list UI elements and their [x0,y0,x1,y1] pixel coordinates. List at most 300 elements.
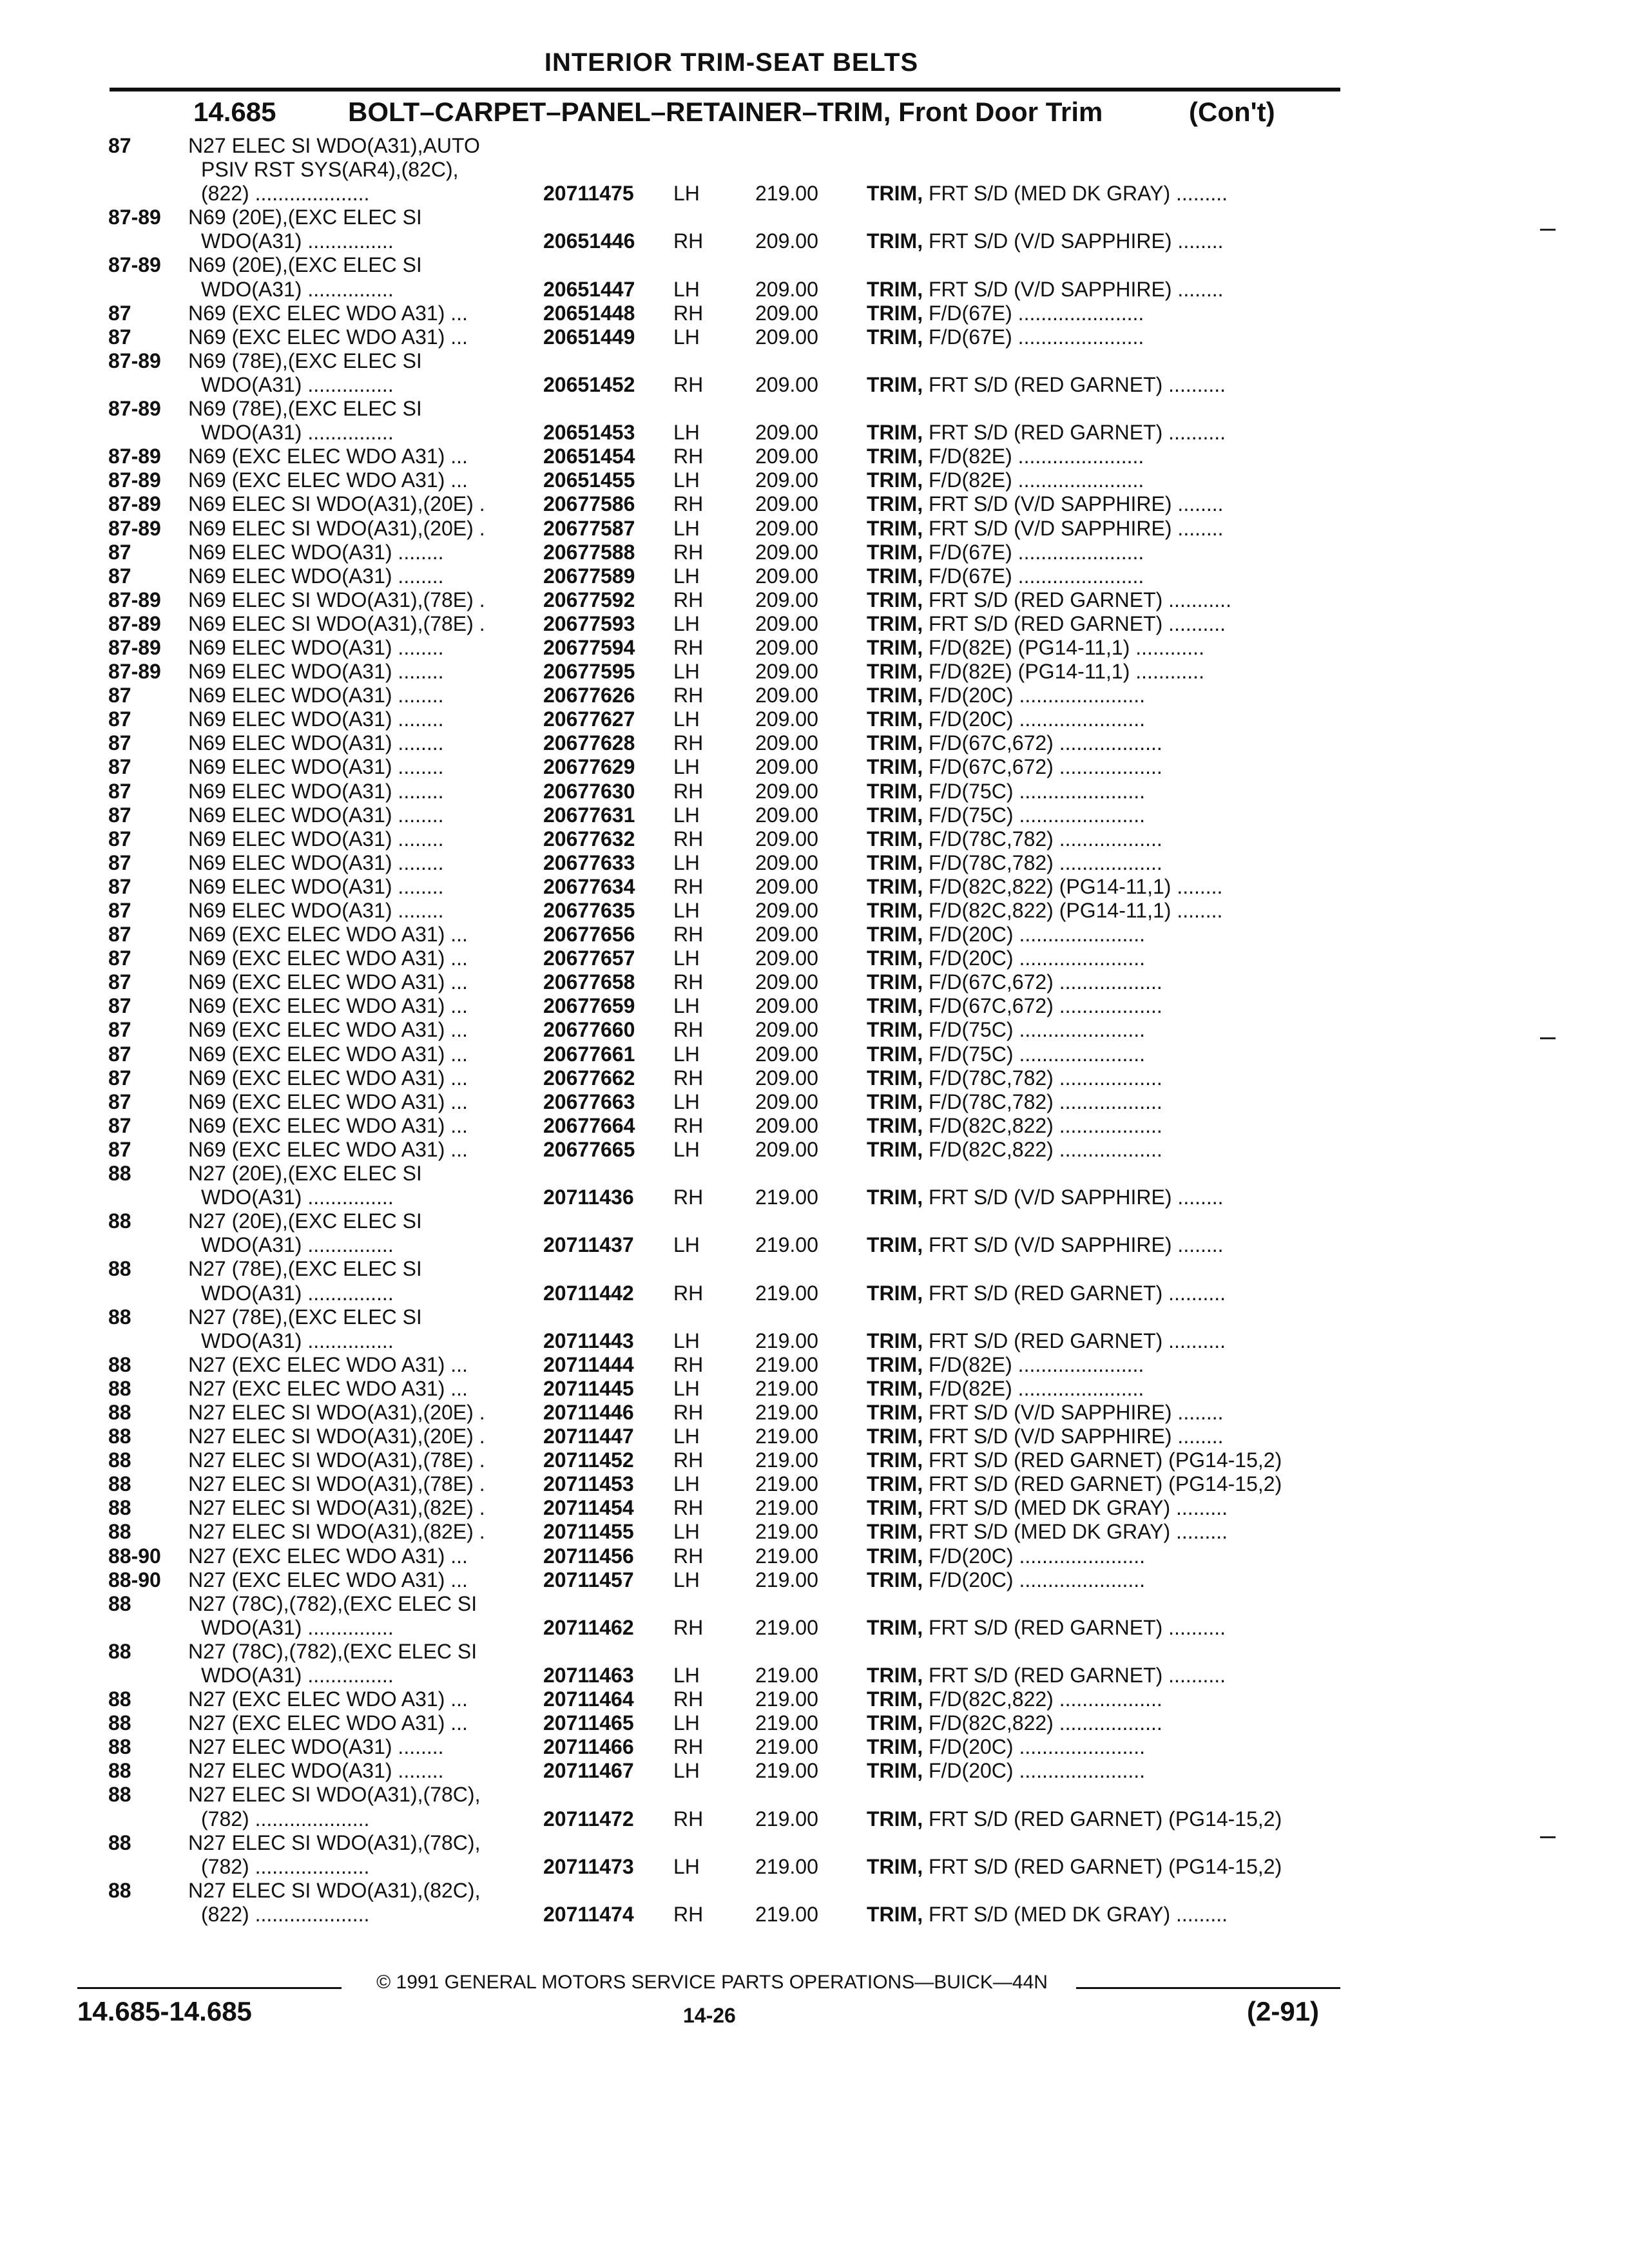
ref-number: 87 [108,947,131,970]
part-number: 20651454 [543,445,635,468]
footer-copyright: © 1991 GENERAL MOTORS SERVICE PARTS OPERATIONS—BUICK—44N [376,1972,1048,1993]
list-item [0,1448,1629,1472]
usage-description: N27 (78C),(782),(EXC ELEC SI [188,1639,477,1663]
usage-description: N27 (20E),(EXC ELEC SI [188,1209,422,1233]
part-name: TRIM, F/D(20C) ...................... [867,1735,1146,1759]
usage-description: N69 (EXC ELEC WDO A31) ... [188,1042,468,1066]
part-name: TRIM, FRT S/D (RED GARNET) .......... [867,1329,1226,1352]
list-item [0,1544,1629,1568]
list-item [0,1831,1629,1855]
list-item [0,1711,1629,1735]
part-number: 20711466 [543,1735,634,1759]
usage-description: WDO(A31) ............... [201,372,394,396]
usage-description: N27 ELEC SI WDO(A31),(20E) . [188,1425,485,1448]
price: 209.00 [755,923,818,947]
side-code: LH [673,1233,700,1257]
side-code: LH [673,611,700,635]
list-item [0,684,1629,707]
part-name: TRIM, F/D(82C,822) (PG14-11,1) ........ [867,874,1223,898]
price: 209.00 [755,564,818,588]
price: 219.00 [755,1233,818,1257]
header-rule [110,88,1340,91]
part-number: 20677659 [543,994,635,1018]
part-name: TRIM, F/D(82C,822) (PG14-11,1) ........ [867,899,1223,922]
price: 209.00 [755,660,818,684]
usage-description: WDO(A31) ............... [201,1615,394,1639]
side-code: LH [673,707,700,731]
side-code: LH [673,1329,700,1352]
side-code: RH [673,540,704,564]
list-item [0,1807,1629,1831]
part-number: 20677628 [543,731,635,755]
price: 209.00 [755,970,818,994]
part-number: 20677593 [543,611,635,635]
list-item [0,373,1629,397]
price: 219.00 [755,1664,818,1687]
part-name: TRIM, FRT S/D (V/D SAPPHIRE) ........ [867,1425,1224,1448]
ref-number: 87-89 [108,492,161,516]
side-code: LH [673,1520,700,1544]
usage-description: (782) .................... [201,1807,370,1831]
usage-description: N69 ELEC SI WDO(A31),(78E) . [188,588,485,611]
side-code: LH [673,755,700,779]
list-item [0,1186,1629,1209]
usage-description: N69 ELEC WDO(A31) ........ [188,827,444,850]
margin-mark [1540,229,1556,231]
part-number: 20651452 [543,372,635,396]
ref-number: 87-89 [108,397,161,421]
part-name: TRIM, F/D(82E) ...................... [867,1352,1144,1376]
part-number: 20711443 [543,1329,634,1352]
side-code: RH [673,372,704,396]
part-name: TRIM, F/D(67E) ...................... [867,540,1144,564]
part-name: TRIM, F/D(78C,782) .................. [867,850,1162,874]
usage-description: N69 ELEC SI WDO(A31),(20E) . [188,516,485,540]
price: 209.00 [755,516,818,540]
usage-description: N27 (78E),(EXC ELEC SI [188,1257,422,1281]
part-number: 20677660 [543,1018,635,1042]
ref-number: 87 [108,1137,131,1161]
part-number: 20711455 [543,1520,634,1544]
part-name: TRIM, FRT S/D (RED GARNET) .......... [867,1615,1226,1639]
part-name: TRIM, FRT S/D (RED GARNET) (PG14-15,2) [867,1472,1282,1496]
usage-description: N69 (EXC ELEC WDO A31) ... [188,1137,468,1161]
side-code: RH [673,1113,704,1137]
ref-number: 88 [108,1400,131,1424]
part-name: TRIM, FRT S/D (RED GARNET) .......... [867,372,1226,396]
usage-description: N27 (EXC ELEC WDO A31) ... [188,1352,468,1376]
usage-description: N69 (78E),(EXC ELEC SI [188,397,422,421]
price: 209.00 [755,229,818,253]
price: 219.00 [755,1615,818,1639]
ref-number: 88 [108,1352,131,1376]
side-code: RH [673,1735,704,1759]
side-code: LH [673,1090,700,1113]
usage-description: WDO(A31) ............... [201,1329,394,1352]
part-number: 20711447 [543,1425,634,1448]
part-number: 20651455 [543,468,635,492]
price: 219.00 [755,1759,818,1783]
list-item [0,1735,1629,1759]
usage-description: N69 ELEC WDO(A31) ........ [188,779,444,803]
list-item [0,517,1629,541]
list-item [0,1377,1629,1401]
list-item [0,780,1629,803]
usage-description: PSIV RST SYS(AR4),(82C), [201,158,459,182]
usage-description: WDO(A31) ............... [201,1664,394,1687]
list-item [0,1353,1629,1377]
part-number: 20711452 [543,1448,634,1472]
side-code: RH [673,229,704,253]
part-name: TRIM, F/D(20C) ...................... [867,707,1146,731]
list-item [0,421,1629,445]
ref-number: 87-89 [108,253,161,277]
part-name: TRIM, F/D(20C) ...................... [867,1759,1146,1783]
list-item [0,1640,1629,1664]
usage-description: N69 ELEC SI WDO(A31),(78E) . [188,611,485,635]
usage-description: N69 ELEC WDO(A31) ........ [188,803,444,827]
list-item [0,206,1629,229]
list-item [0,1472,1629,1496]
list-item [0,253,1629,277]
usage-description: N27 ELEC SI WDO(A31),(20E) . [188,1400,485,1424]
ref-number: 88 [108,1831,131,1854]
list-item [0,1043,1629,1066]
side-code: LH [673,516,700,540]
part-name: TRIM, F/D(67C,672) .................. [867,994,1162,1018]
side-code: RH [673,1544,704,1568]
list-item [0,134,1629,158]
list-item [0,182,1629,206]
part-name: TRIM, F/D(75C) ...................... [867,1018,1146,1042]
side-code: LH [673,899,700,922]
part-number: 20677658 [543,970,635,994]
side-code: LH [673,947,700,970]
ref-number: 87 [108,1066,131,1090]
footer-date: (2-91) [1247,1996,1320,2026]
price: 219.00 [755,1520,818,1544]
side-code: LH [673,182,700,206]
list-item [0,1233,1629,1257]
price: 209.00 [755,1113,818,1137]
ref-number: 87 [108,827,131,850]
margin-mark [1540,1836,1556,1838]
part-number: 20677586 [543,492,635,516]
ref-number: 88 [108,1687,131,1711]
part-number: 20677634 [543,874,635,898]
usage-description: N27 (EXC ELEC WDO A31) ... [188,1687,468,1711]
part-number: 20711474 [543,1902,634,1926]
part-name: TRIM, FRT S/D (MED DK GRAY) ......... [867,1520,1228,1544]
list-item [0,1903,1629,1927]
part-name: TRIM, F/D(67C,672) .................. [867,731,1162,755]
side-code: LH [673,421,700,445]
ref-number: 87 [108,325,131,349]
usage-description: N27 (EXC ELEC WDO A31) ... [188,1711,468,1735]
price: 209.00 [755,684,818,707]
list-item [0,899,1629,923]
list-item [0,397,1629,421]
usage-description: N27 ELEC SI WDO(A31),(82C), [188,1878,481,1902]
ref-number: 87-89 [108,660,161,684]
part-name: TRIM, FRT S/D (RED GARNET) .......... [867,1281,1226,1305]
part-name: TRIM, F/D(20C) ...................... [867,684,1146,707]
list-item [0,564,1629,588]
side-code: LH [673,1376,700,1400]
list-item [0,1568,1629,1592]
price: 219.00 [755,1544,818,1568]
price: 219.00 [755,1352,818,1376]
usage-description: N27 (EXC ELEC WDO A31) ... [188,1544,468,1568]
list-item [0,445,1629,468]
part-number: 20711462 [543,1615,634,1639]
usage-description: N69 (EXC ELEC WDO A31) ... [188,947,468,970]
part-number: 20651453 [543,421,635,445]
usage-description: (822) .................... [201,182,370,206]
part-name: TRIM, F/D(20C) ...................... [867,1568,1146,1591]
usage-description: N69 ELEC WDO(A31) ........ [188,874,444,898]
part-number: 20677630 [543,779,635,803]
part-name: TRIM, FRT S/D (V/D SAPPHIRE) ........ [867,1400,1224,1424]
part-number: 20711436 [543,1186,634,1209]
price: 209.00 [755,899,818,922]
usage-description: N69 (EXC ELEC WDO A31) ... [188,1113,468,1137]
list-item [0,1209,1629,1233]
ref-number: 88 [108,1448,131,1472]
continued-label: (Con't) [1189,97,1275,127]
part-name: TRIM, FRT S/D (RED GARNET) .......... [867,1664,1226,1687]
part-number: 20677627 [543,707,635,731]
ref-number: 87 [108,779,131,803]
part-name: TRIM, F/D(82C,822) .................. [867,1113,1162,1137]
side-code: RH [673,492,704,516]
usage-description: N27 ELEC SI WDO(A31),(78C), [188,1831,481,1854]
ref-number: 87 [108,755,131,779]
part-number: 20677629 [543,755,635,779]
price: 209.00 [755,468,818,492]
part-name: TRIM, F/D(67C,672) .................. [867,970,1162,994]
price: 209.00 [755,301,818,325]
usage-description: N69 (78E),(EXC ELEC SI [188,349,422,372]
usage-description: N69 ELEC WDO(A31) ........ [188,564,444,588]
part-number: 20677626 [543,684,635,707]
list-item [0,1162,1629,1186]
price: 209.00 [755,325,818,349]
ref-number: 87 [108,731,131,755]
price: 209.00 [755,803,818,827]
ref-number: 87-89 [108,445,161,468]
part-name: TRIM, FRT S/D (MED DK GRAY) ......... [867,1902,1228,1926]
side-code: LH [673,1854,700,1878]
ref-number: 87-89 [108,516,161,540]
list-item [0,660,1629,684]
footer-rule-left [77,1987,342,1989]
part-name: TRIM, FRT S/D (MED DK GRAY) ......... [867,182,1228,206]
list-item [0,325,1629,349]
list-item [0,1305,1629,1329]
price: 219.00 [755,1711,818,1735]
usage-description: N69 ELEC WDO(A31) ........ [188,540,444,564]
price: 219.00 [755,1425,818,1448]
part-name: TRIM, FRT S/D (V/D SAPPHIRE) ........ [867,1186,1224,1209]
part-number: 20711444 [543,1352,634,1376]
list-item [0,970,1629,994]
part-number: 20677587 [543,516,635,540]
part-name: TRIM, F/D(82C,822) .................. [867,1711,1162,1735]
side-code: RH [673,923,704,947]
usage-description: N27 (78C),(782),(EXC ELEC SI [188,1591,477,1615]
list-item [0,1018,1629,1042]
side-code: RH [673,970,704,994]
usage-description: N69 (EXC ELEC WDO A31) ... [188,923,468,947]
price: 209.00 [755,827,818,850]
list-item [0,731,1629,755]
part-number: 20651446 [543,229,635,253]
part-number: 20677661 [543,1042,635,1066]
usage-description: N69 ELEC WDO(A31) ........ [188,850,444,874]
side-code: LH [673,1759,700,1783]
list-item [0,994,1629,1018]
ref-number: 87 [108,899,131,922]
part-name: TRIM, F/D(82C,822) .................. [867,1687,1162,1711]
list-item [0,1879,1629,1903]
ref-number: 88 [108,1711,131,1735]
side-code: RH [673,874,704,898]
list-item [0,492,1629,516]
ref-number: 87-89 [108,588,161,611]
price: 219.00 [755,182,818,206]
part-name: TRIM, F/D(82E) ...................... [867,1376,1144,1400]
ref-number: 88 [108,1496,131,1520]
price: 209.00 [755,445,818,468]
part-name: TRIM, F/D(67E) ...................... [867,325,1144,349]
part-number: 20677662 [543,1066,635,1090]
part-number: 20677588 [543,540,635,564]
usage-description: WDO(A31) ............... [201,421,394,445]
side-code: RH [673,635,704,659]
usage-description: (782) .................... [201,1854,370,1878]
part-number: 20651447 [543,277,635,301]
ref-number: 87 [108,564,131,588]
usage-description: WDO(A31) ............... [201,277,394,301]
part-name: TRIM, FRT S/D (RED GARNET) (PG14-15,2) [867,1807,1282,1831]
side-code: LH [673,1472,700,1496]
price: 209.00 [755,731,818,755]
side-code: RH [673,779,704,803]
side-code: RH [673,1615,704,1639]
part-name: TRIM, F/D(75C) ...................... [867,779,1146,803]
list-item [0,947,1629,970]
part-name: TRIM, FRT S/D (V/D SAPPHIRE) ........ [867,277,1224,301]
usage-description: WDO(A31) ............... [201,229,394,253]
list-item [0,1282,1629,1305]
usage-description: N27 ELEC WDO(A31) ........ [188,1735,444,1759]
part-name: TRIM, F/D(82E) (PG14-11,1) ............ [867,635,1204,659]
side-code: LH [673,277,700,301]
part-number: 20711473 [543,1854,634,1878]
side-code: RH [673,1352,704,1376]
part-number: 20677633 [543,850,635,874]
side-code: RH [673,1018,704,1042]
side-code: LH [673,1042,700,1066]
part-name: TRIM, F/D(82E) ...................... [867,445,1144,468]
usage-description: WDO(A31) ............... [201,1186,394,1209]
side-code: RH [673,1400,704,1424]
ref-number: 88 [108,1425,131,1448]
usage-description: N69 (EXC ELEC WDO A31) ... [188,468,468,492]
usage-description: N69 (EXC ELEC WDO A31) ... [188,1090,468,1113]
price: 219.00 [755,1400,818,1424]
side-code: LH [673,803,700,827]
side-code: LH [673,1568,700,1591]
usage-description: N69 (20E),(EXC ELEC SI [188,253,422,277]
price: 209.00 [755,1018,818,1042]
side-code: RH [673,1448,704,1472]
usage-description: N69 ELEC WDO(A31) ........ [188,755,444,779]
part-name: TRIM, F/D(78C,782) .................. [867,1090,1162,1113]
ref-number: 88 [108,1735,131,1759]
part-number: 20711442 [543,1281,634,1305]
price: 209.00 [755,635,818,659]
part-number: 20711454 [543,1496,634,1520]
part-number: 20677657 [543,947,635,970]
price: 219.00 [755,1186,818,1209]
ref-number: 87 [108,1113,131,1137]
side-code: RH [673,1687,704,1711]
part-name: TRIM, FRT S/D (RED GARNET) (PG14-15,2) [867,1448,1282,1472]
ref-number: 87-89 [108,635,161,659]
ref-number: 88 [108,1472,131,1496]
list-item [0,1664,1629,1687]
usage-description: N27 ELEC WDO(A31) ........ [188,1759,444,1783]
part-name: TRIM, FRT S/D (V/D SAPPHIRE) ........ [867,492,1224,516]
part-name: TRIM, F/D(75C) ...................... [867,1042,1146,1066]
list-item [0,1138,1629,1162]
list-item [0,875,1629,899]
part-number: 20711467 [543,1759,634,1783]
price: 219.00 [755,1568,818,1591]
part-number: 20711456 [543,1544,634,1568]
part-number: 20711472 [543,1807,634,1831]
usage-description: N69 (EXC ELEC WDO A31) ... [188,301,468,325]
part-number: 20711463 [543,1664,634,1687]
ref-number: 87 [108,970,131,994]
list-item [0,1759,1629,1783]
ref-number: 87 [108,707,131,731]
part-number: 20711475 [543,182,634,206]
part-name: TRIM, F/D(78C,782) .................. [867,1066,1162,1090]
part-number: 20651448 [543,301,635,325]
side-code: RH [673,301,704,325]
usage-description: N27 (EXC ELEC WDO A31) ... [188,1376,468,1400]
price: 219.00 [755,1854,818,1878]
part-number: 20651449 [543,325,635,349]
usage-description: N69 ELEC WDO(A31) ........ [188,731,444,755]
side-code: LH [673,1711,700,1735]
side-code: RH [673,1186,704,1209]
part-number: 20677589 [543,564,635,588]
list-item [0,1616,1629,1640]
usage-description: (822) .................... [201,1902,370,1926]
usage-description: N69 (EXC ELEC WDO A31) ... [188,970,468,994]
part-number: 20711437 [543,1233,634,1257]
list-item [0,468,1629,492]
price: 209.00 [755,372,818,396]
part-name: TRIM, FRT S/D (V/D SAPPHIRE) ........ [867,229,1224,253]
part-name: TRIM, FRT S/D (RED GARNET) .......... [867,421,1226,445]
side-code: LH [673,1425,700,1448]
part-number: 20677592 [543,588,635,611]
